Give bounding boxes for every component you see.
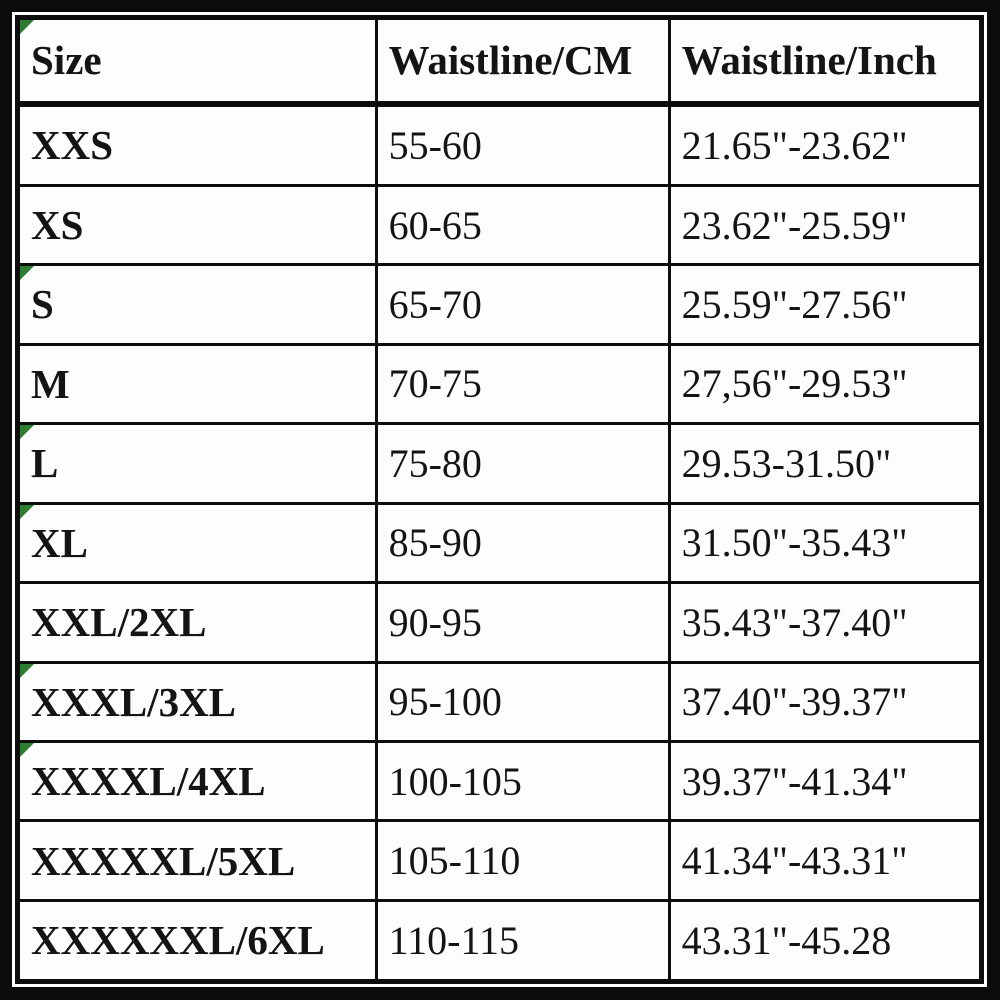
inch-cell: 21.65"-23.62" [669, 104, 981, 186]
inch-cell: 37.40"-39.37" [669, 662, 981, 741]
cell-corner-marker-icon [20, 425, 34, 439]
cm-cell: 95-100 [376, 662, 669, 741]
size-cell: XXXXL/4XL [18, 741, 377, 820]
cm-cell: 110-115 [376, 900, 669, 981]
cm-cell: 55-60 [376, 104, 669, 186]
cm-cell: 60-65 [376, 185, 669, 264]
size-cell: XXL/2XL [18, 583, 377, 662]
inch-cell: 43.31"-45.28 [669, 900, 981, 981]
size-cell: XS [18, 185, 377, 264]
size-chart-panel [12, 12, 987, 987]
inch-cell: 39.37"-41.34" [669, 741, 981, 820]
size-cell: XXXXXXL/6XL [18, 900, 377, 981]
cell-corner-marker-icon [20, 266, 34, 280]
table-row [18, 265, 982, 344]
inch-cell: 23.62"-25.59" [669, 185, 981, 264]
inch-cell: 25.59"-27.56" [669, 265, 981, 344]
table-row [18, 424, 982, 503]
header-row [18, 18, 982, 104]
column-header-size: Size [18, 18, 377, 104]
size-chart-table [15, 15, 984, 984]
inch-cell: 35.43"-37.40" [669, 583, 981, 662]
cm-cell: 90-95 [376, 583, 669, 662]
table-row [18, 185, 982, 264]
inch-cell: 29.53-31.50" [669, 424, 981, 503]
size-cell: XXXL/3XL [18, 662, 377, 741]
table-row [18, 741, 982, 820]
cell-corner-marker-icon [20, 743, 34, 757]
table-row [18, 583, 982, 662]
table-row [18, 821, 982, 900]
size-cell: M [18, 344, 377, 423]
table-row [18, 344, 982, 423]
table-row [18, 662, 982, 741]
cm-cell: 65-70 [376, 265, 669, 344]
inch-cell: 41.34"-43.31" [669, 821, 981, 900]
cm-cell: 100-105 [376, 741, 669, 820]
cm-cell: 85-90 [376, 503, 669, 582]
size-cell: XXXXXL/5XL [18, 821, 377, 900]
size-cell: XXS [18, 104, 377, 186]
inch-cell: 27,56"-29.53" [669, 344, 981, 423]
inch-cell: 31.50"-35.43" [669, 503, 981, 582]
cell-corner-marker-icon [20, 505, 34, 519]
cell-corner-marker-icon [20, 664, 34, 678]
table-row [18, 104, 982, 186]
column-header-inch: Waistline/Inch [669, 18, 981, 104]
column-header-cm: Waistline/CM [376, 18, 669, 104]
table-row [18, 900, 982, 981]
size-cell: S [18, 265, 377, 344]
cell-corner-marker-icon [20, 20, 34, 34]
size-cell: L [18, 424, 377, 503]
cm-cell: 75-80 [376, 424, 669, 503]
table-body [18, 104, 982, 982]
size-cell: XL [18, 503, 377, 582]
cm-cell: 70-75 [376, 344, 669, 423]
table-row [18, 503, 982, 582]
cm-cell: 105-110 [376, 821, 669, 900]
